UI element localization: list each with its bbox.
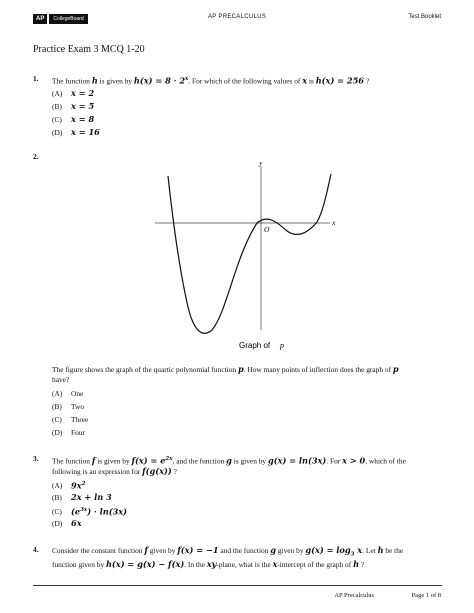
function-curve [168, 174, 331, 333]
y-axis-label: y [259, 162, 263, 167]
test-page: AP CollegeBoard AP PRECALCULUS Test Booklet Practice Exam 3 MCQ 1-20 1. The function h is given by $h(x) = 8 \cdot 2^x$. For which of the following values of x is h(x) = 256 ? (A) x = 2 (B) x = 5 (C) x = 8 (D) x = 16 2. y x O Graph of p The figure shows the graph of the quartic polynomial function p. How many points of inflection does the graph of p have? (A) One (B) Two (C) Three (D) Four 3. The function f is given by $f(x) = e^{2x}$, and the function g is given by g(x) = ln(3x). For x > 0, which of the following is an expression for f(g(x)) ? (A) $9x^2$ (B) 2x + ln 3 (C) $(e^{3x}) \cdot \ln(3x)$ (D) 6x 4. Consider the constant function f given by f(x) = −1 and the function g given by $g(x) = \log_3 x$. Let h be the function given by h(x) = g(x) − f(x). In the xy-plane, what is the x-intercept of the graph of h ? AP Precalculus Page 1 of 8 [0, 0, 474, 613]
q2-option-d[interactable]: (D) Four [52, 428, 85, 437]
q3-option-d[interactable]: (D) 6x [52, 518, 82, 528]
q3-option-c[interactable]: (C) $(e^{3x}) \cdot \ln(3x)$ [52, 506, 128, 517]
q1-option-a[interactable]: (A) x = 2 [52, 88, 95, 98]
page-title: Practice Exam 3 MCQ 1-20 [33, 44, 145, 55]
graph-caption-fn: p [280, 341, 284, 350]
q3-option-b[interactable]: (B) 2x + ln 3 [52, 492, 112, 502]
origin-label: O [264, 225, 270, 234]
footer-page-number: Page 1 of 8 [411, 592, 441, 599]
ap-logo-mark: AP [33, 14, 47, 24]
graph-caption: Graph of [239, 341, 271, 350]
header-booklet: Test Booklet [408, 14, 441, 20]
q1-option-d[interactable]: (D) x = 16 [52, 127, 100, 137]
q2-option-c[interactable]: (C) Three [52, 415, 89, 424]
question-text: The function f is given by $f(x) = e^{2x}$, and the function g is given by g(x) = ln(3x). For x > 0, which of the following is an expression for f(g(x)) ? [52, 455, 406, 477]
question-number: 1. [33, 74, 39, 83]
footer-divider [33, 585, 442, 586]
q2-option-a[interactable]: (A) One [52, 389, 84, 398]
question-text: Consider the constant function f given by f(x) = −1 and the function g given by $g(x) = \log_3 x$. Let h be the function given by h(x) = g(x) − f(x). In the xy-plane, what is the x-intercept of the graph of h ? [52, 545, 404, 570]
collegeboard-wordmark: CollegeBoard [49, 14, 87, 24]
q1-option-c[interactable]: (C) x = 8 [52, 114, 95, 124]
question-text: The function h is given by $h(x) = 8 \cdot 2^x$. For which of the following values of x is h(x) = 256 ? [52, 75, 370, 86]
footer-course: AP Precalculus [334, 592, 374, 599]
q3-option-a[interactable]: (A) $9x^2$ [52, 480, 86, 491]
quartic-graph [155, 162, 340, 357]
question-number: 3. [33, 454, 39, 463]
x-axis-label: x [332, 218, 336, 227]
q2-option-b[interactable]: (B) Two [52, 402, 85, 411]
question-number: 2. [33, 152, 39, 161]
q1-option-b[interactable]: (B) x = 5 [52, 101, 95, 111]
question-number: 4. [33, 545, 39, 554]
header-course: AP PRECALCULUS [207, 14, 267, 20]
